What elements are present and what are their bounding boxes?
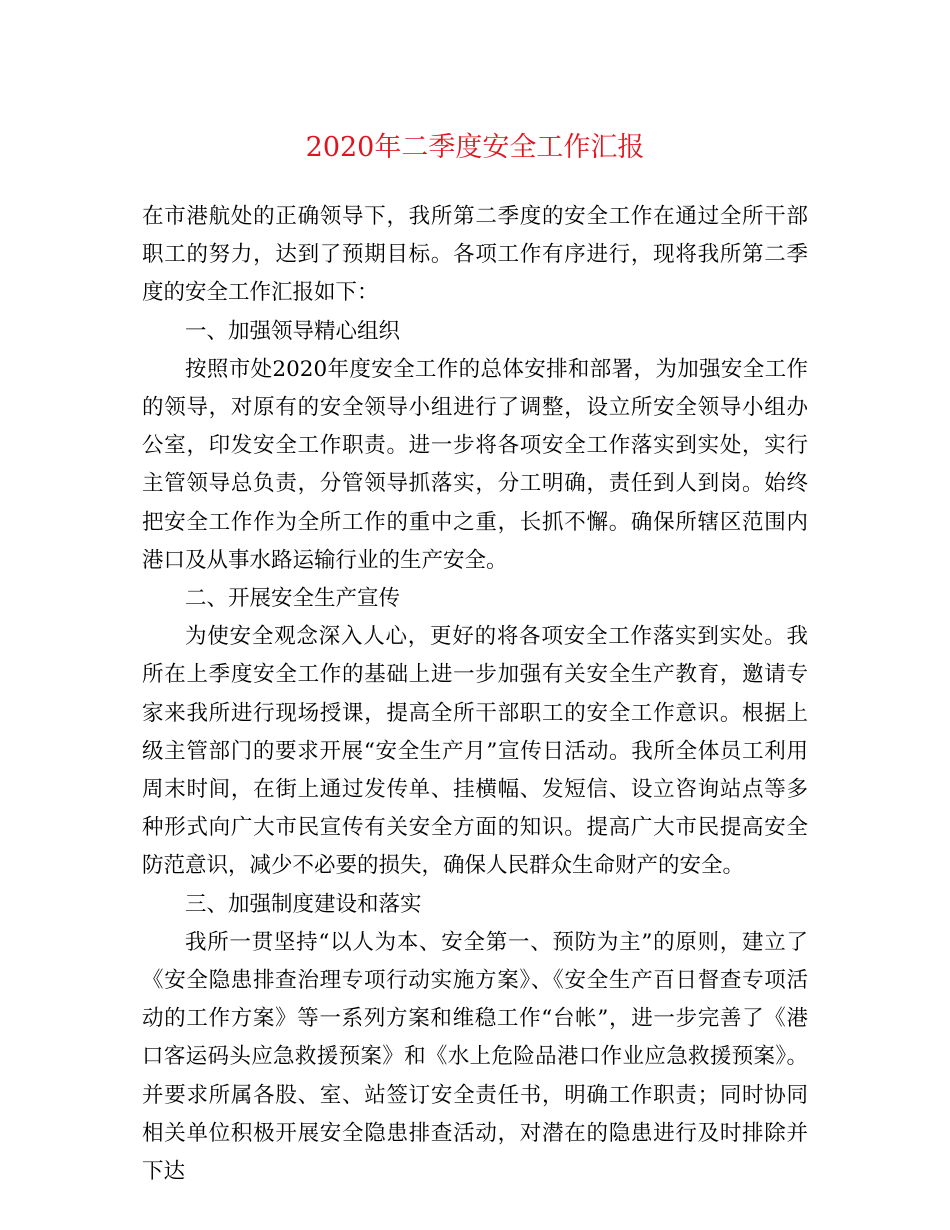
section-paragraph-3: 我所一贯坚持“以人为本、安全第一、预防为主”的原则，建立了《安全隐患排查治理专项行动实施方案》、《安全生产百日督查专项活动的工作方案》等一系列方案和维稳工作“台帐”，进一步完善了《港口客运码头应急救援预案》和《水上危险品港口作业应急救援预案》。并要求所属各股、室、站签订安全责任书，明确工作职责；同时协同相关单位积极开展安全隐患排查活动，对潜在的隐患进行及时排除并下达 [142,929,808,1185]
section-paragraph-2: 为使安全观念深入人心，更好的将各项安全工作落实到实处。我所在上季度安全工作的基础上进一步加强有关安全生产教育，邀请专家来我所进行现场授课，提高全所干部职工的安全工作意识。根据上级主管部门的要求开展“安全生产月”宣传日活动。我所全体员工利用周末时间，在街上通过发传单、挂横幅、发短信、设立咨询站点等多种形式向广大市民宣传有关安全方面的知识。提高广大市民提高安全防范意识，减少不必要的损失，确保人民群众生命财产的安全。 [142,624,808,879]
document-title: 2020年二季度安全工作汇报 [305,132,645,163]
section-heading-2: 二、开展安全生产宣传 [185,586,401,612]
section-heading-1: 一、加强领导精心组织 [185,318,401,344]
intro-paragraph: 在市港航处的正确领导下，我所第二季度的安全工作在通过全所干部职工的努力，达到了预期目标。各项工作有序进行，现将我所第二季度的安全工作汇报如下： [142,204,808,306]
section-heading-3: 三、加强制度建设和落实 [185,891,422,917]
document-body [142,198,808,1191]
section-paragraph-1: 按照市处2020年度安全工作的总体安排和部署，为加强安全工作的领导，对原有的安全领导小组进行了调整，设立所安全领导小组办公室，印发安全工作职责。进一步将各项安全工作落实到实处，实行主管领导总负责，分管领导抓落实，分工明确，责任到人到岗。始终把安全工作作为全所工作的重中之重，长抓不懈。确保所辖区范围内港口及从事水路运输行业的生产安全。 [142,356,808,573]
